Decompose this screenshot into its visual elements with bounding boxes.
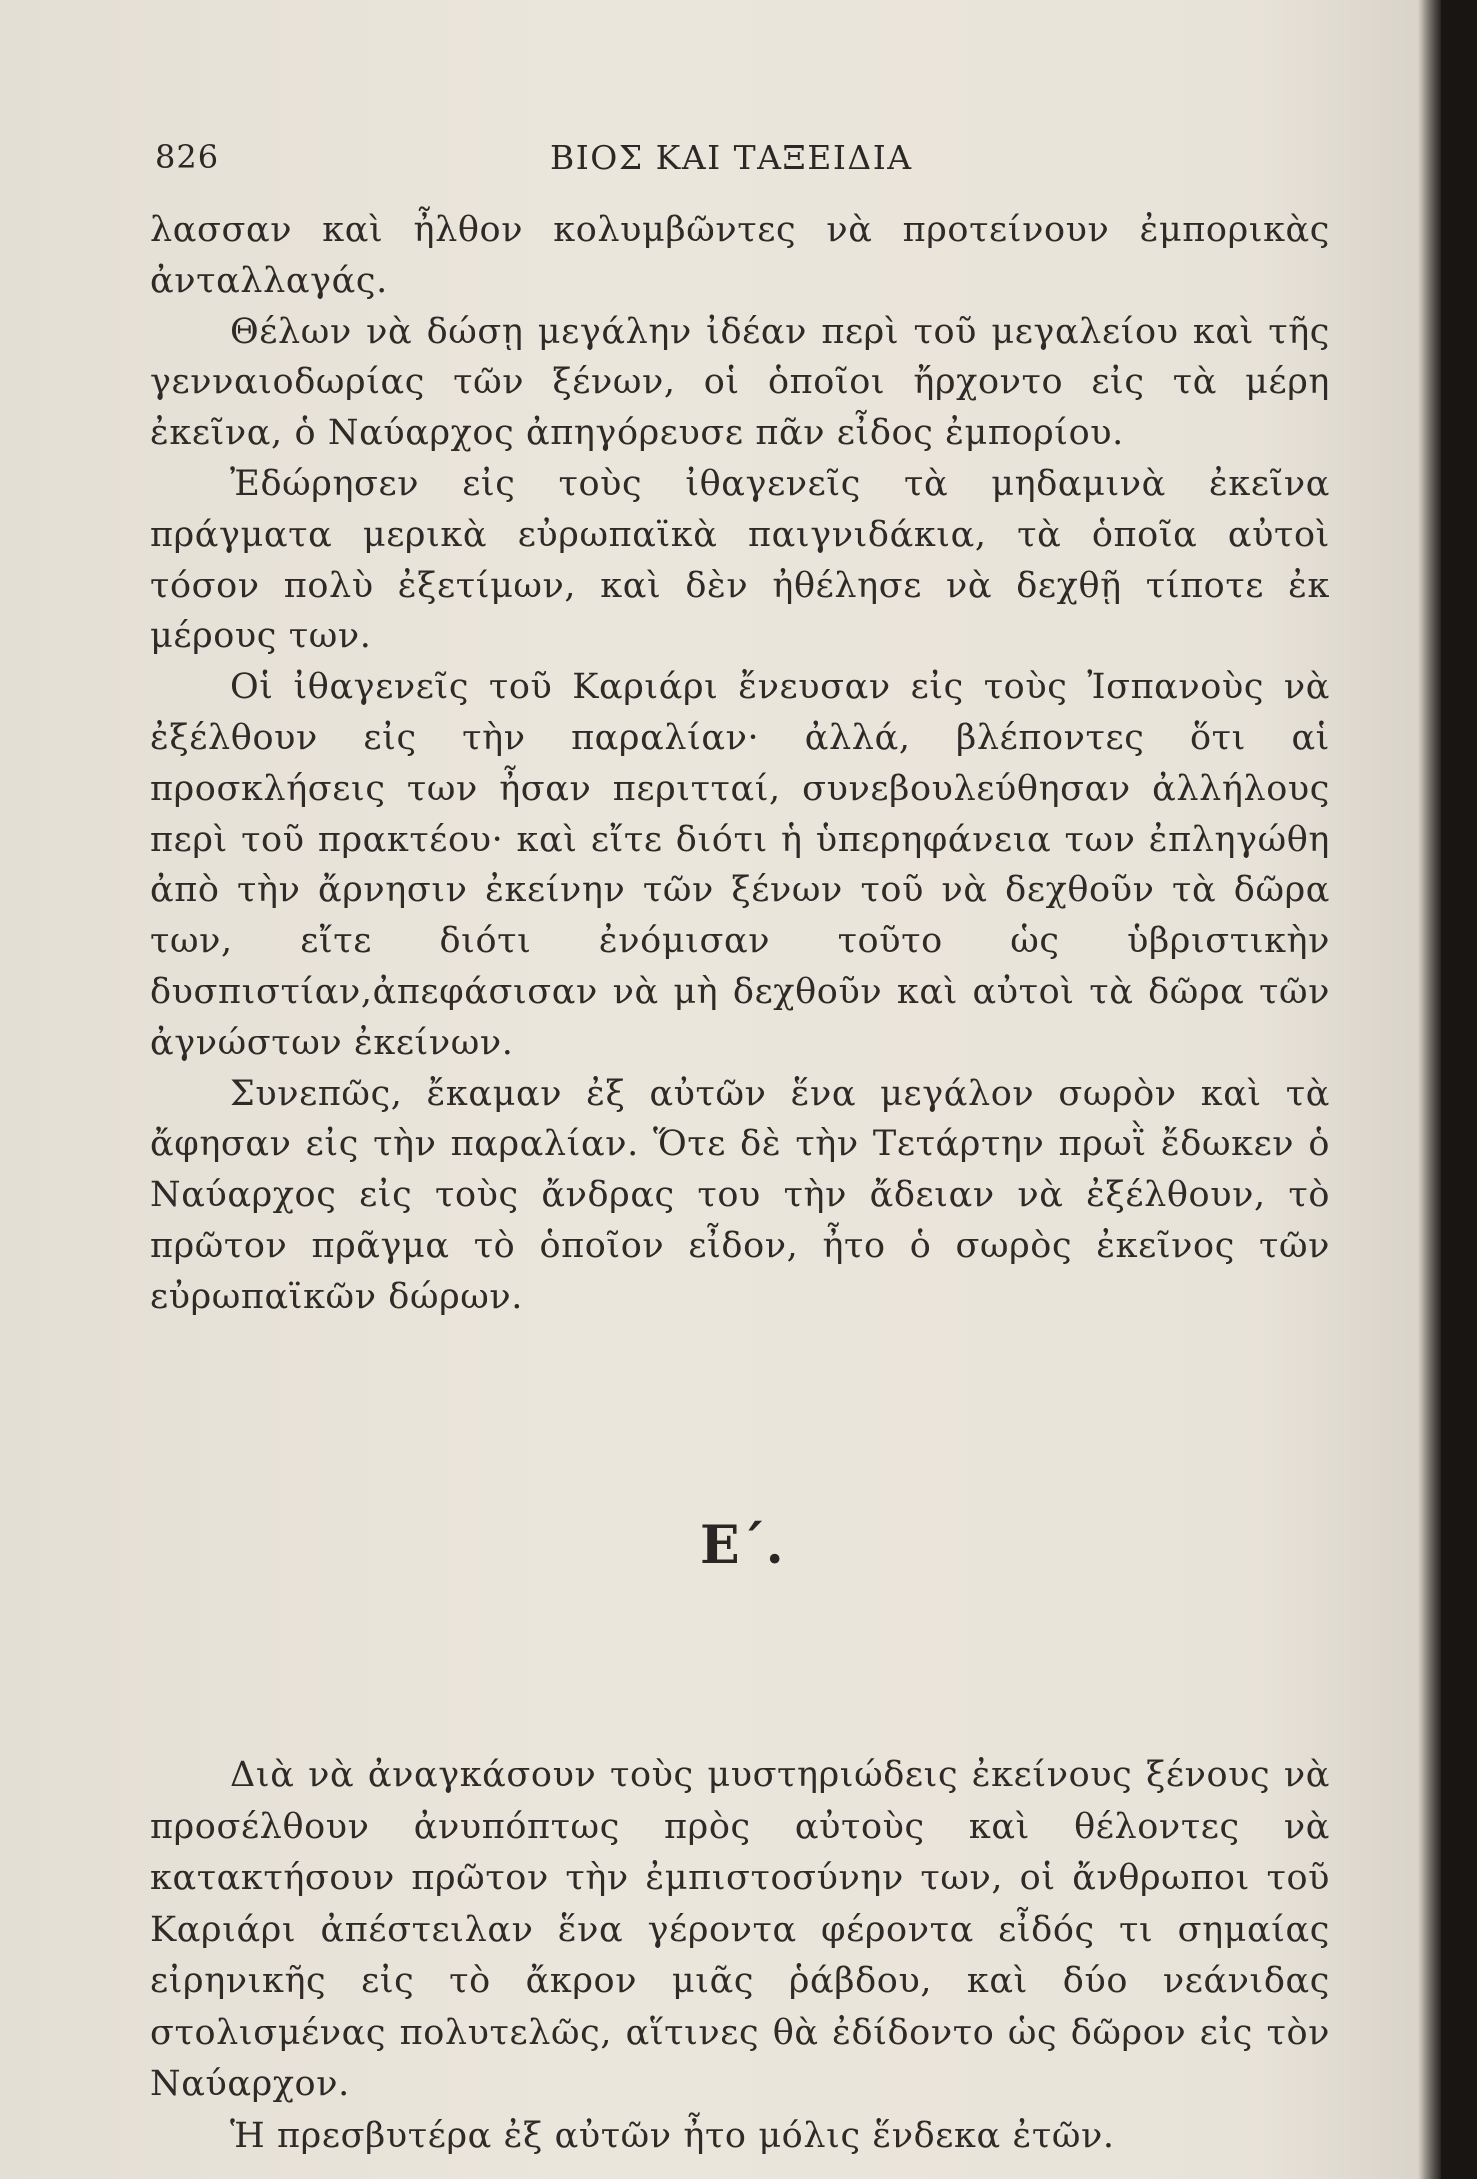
section-heading: Ε΄.	[700, 1515, 784, 1576]
text-block-section	[150, 1750, 1330, 2162]
paragraph: Ἡ πρεσβυτέρα ἐξ αὐτῶν ἦτο μόλις ἕνδεκα ἐτῶν.	[230, 2115, 1115, 2156]
page-header	[145, 138, 1325, 188]
paragraph-continuation: λασσαν καὶ ἦλθον κολυμβῶντες νὰ προτείνουν ἐμπορικὰς ἀνταλλαγάς.	[150, 210, 1330, 301]
text-block-main	[150, 205, 1330, 1323]
page-number: 826	[155, 138, 220, 176]
paragraph: Θέλων νὰ δώσῃ μεγάλην ἰδέαν περὶ τοῦ μεγαλείου καὶ τῆς γενναιοδωρίας τῶν ξένων, οἱ ὁποῖοι ἤρχοντο εἰς τὰ μέρη ἐκεῖνα, ὁ Ναύαρχος ἀπηγόρευσε πᾶν εἶδος ἐμπορίου.	[150, 311, 1330, 454]
paragraph: Ἐδώρησεν εἰς τοὺς ἰθαγενεῖς τὰ μηδαμινὰ ἐκεῖνα πράγματα μερικὰ εὐρωπαϊκὰ παιγνιδάκια, τὰ ὁποῖα αὐτοὶ τόσον πολὺ ἐξετίμων, καὶ δὲν ἠθέλησε νὰ δεχθῇ τίποτε ἐκ μέρους των.	[150, 463, 1330, 657]
paragraph: Συνεπῶς, ἔκαμαν ἐξ αὐτῶν ἕνα μεγάλον σωρὸν καὶ τὰ ἄφησαν εἰς τὴν παραλίαν. Ὅτε δὲ τὴν Τετάρτην πρωῒ ἔδωκεν ὁ Ναύαρχος εἰς τοὺς ἄνδρας του τὴν ἄδειαν νὰ ἐξέλθουν, τὸ πρῶτον πρᾶγμα τὸ ὁποῖον εἶδον, ἦτο ὁ σωρὸς ἐκεῖνος τῶν εὐρωπαϊκῶν δώρων.	[150, 1073, 1330, 1317]
paragraph: Διὰ νὰ ἀναγκάσουν τοὺς μυστηριώδεις ἐκείνους ξένους νὰ προσέλθουν ἀνυπόπτως πρὸς αὐτοὺς καὶ θέλοντες νὰ κατακτήσουν πρῶτον τὴν ἐμπιστοσύνην των, οἱ ἄνθρωποι τοῦ Καριάρι ἀπέστειλαν ἕνα γέροντα φέροντα εἶδός τι σημαίας εἰρηνικῆς εἰς τὸ ἄκρον μιᾶς ῥάβδου, καὶ δύο νεάνιδας στολισμένας πολυτελῶς, αἵτινες θὰ ἐδίδοντο ὡς δῶρον εἰς τὸν Ναύαρχον.	[150, 1755, 1330, 2104]
paragraph: Οἱ ἰθαγενεῖς τοῦ Καριάρι ἔνευσαν εἰς τοὺς Ἰσπανοὺς νὰ ἐξέλθουν εἰς τὴν παραλίαν· ἀλλά, βλέποντες ὅτι αἱ προσκλήσεις των ἦσαν περιτταί, συνεβουλεύθησαν ἀλλήλους περὶ τοῦ πρακτέου· καὶ εἴτε διότι ἡ ὑπερηφάνεια των ἐπληγώθη ἀπὸ τὴν ἄρνησιν ἐκείνην τῶν ξένων τοῦ νὰ δεχθοῦν τὰ δῶρα των, εἴτε διότι ἐνόμισαν τοῦτο ὡς ὑβριστικὴν δυσπιστίαν,ἀπεφάσισαν νὰ μὴ δεχθοῦν καὶ αὐτοὶ τὰ δῶρα τῶν ἀγνώστων ἐκείνων.	[150, 667, 1330, 1063]
book-spine	[1441, 0, 1477, 2179]
page-edge-shadow	[1421, 0, 1441, 2179]
running-title: ΒΙΟΣ ΚΑΙ ΤΑΞΕΙΔΙΑ	[550, 138, 913, 177]
